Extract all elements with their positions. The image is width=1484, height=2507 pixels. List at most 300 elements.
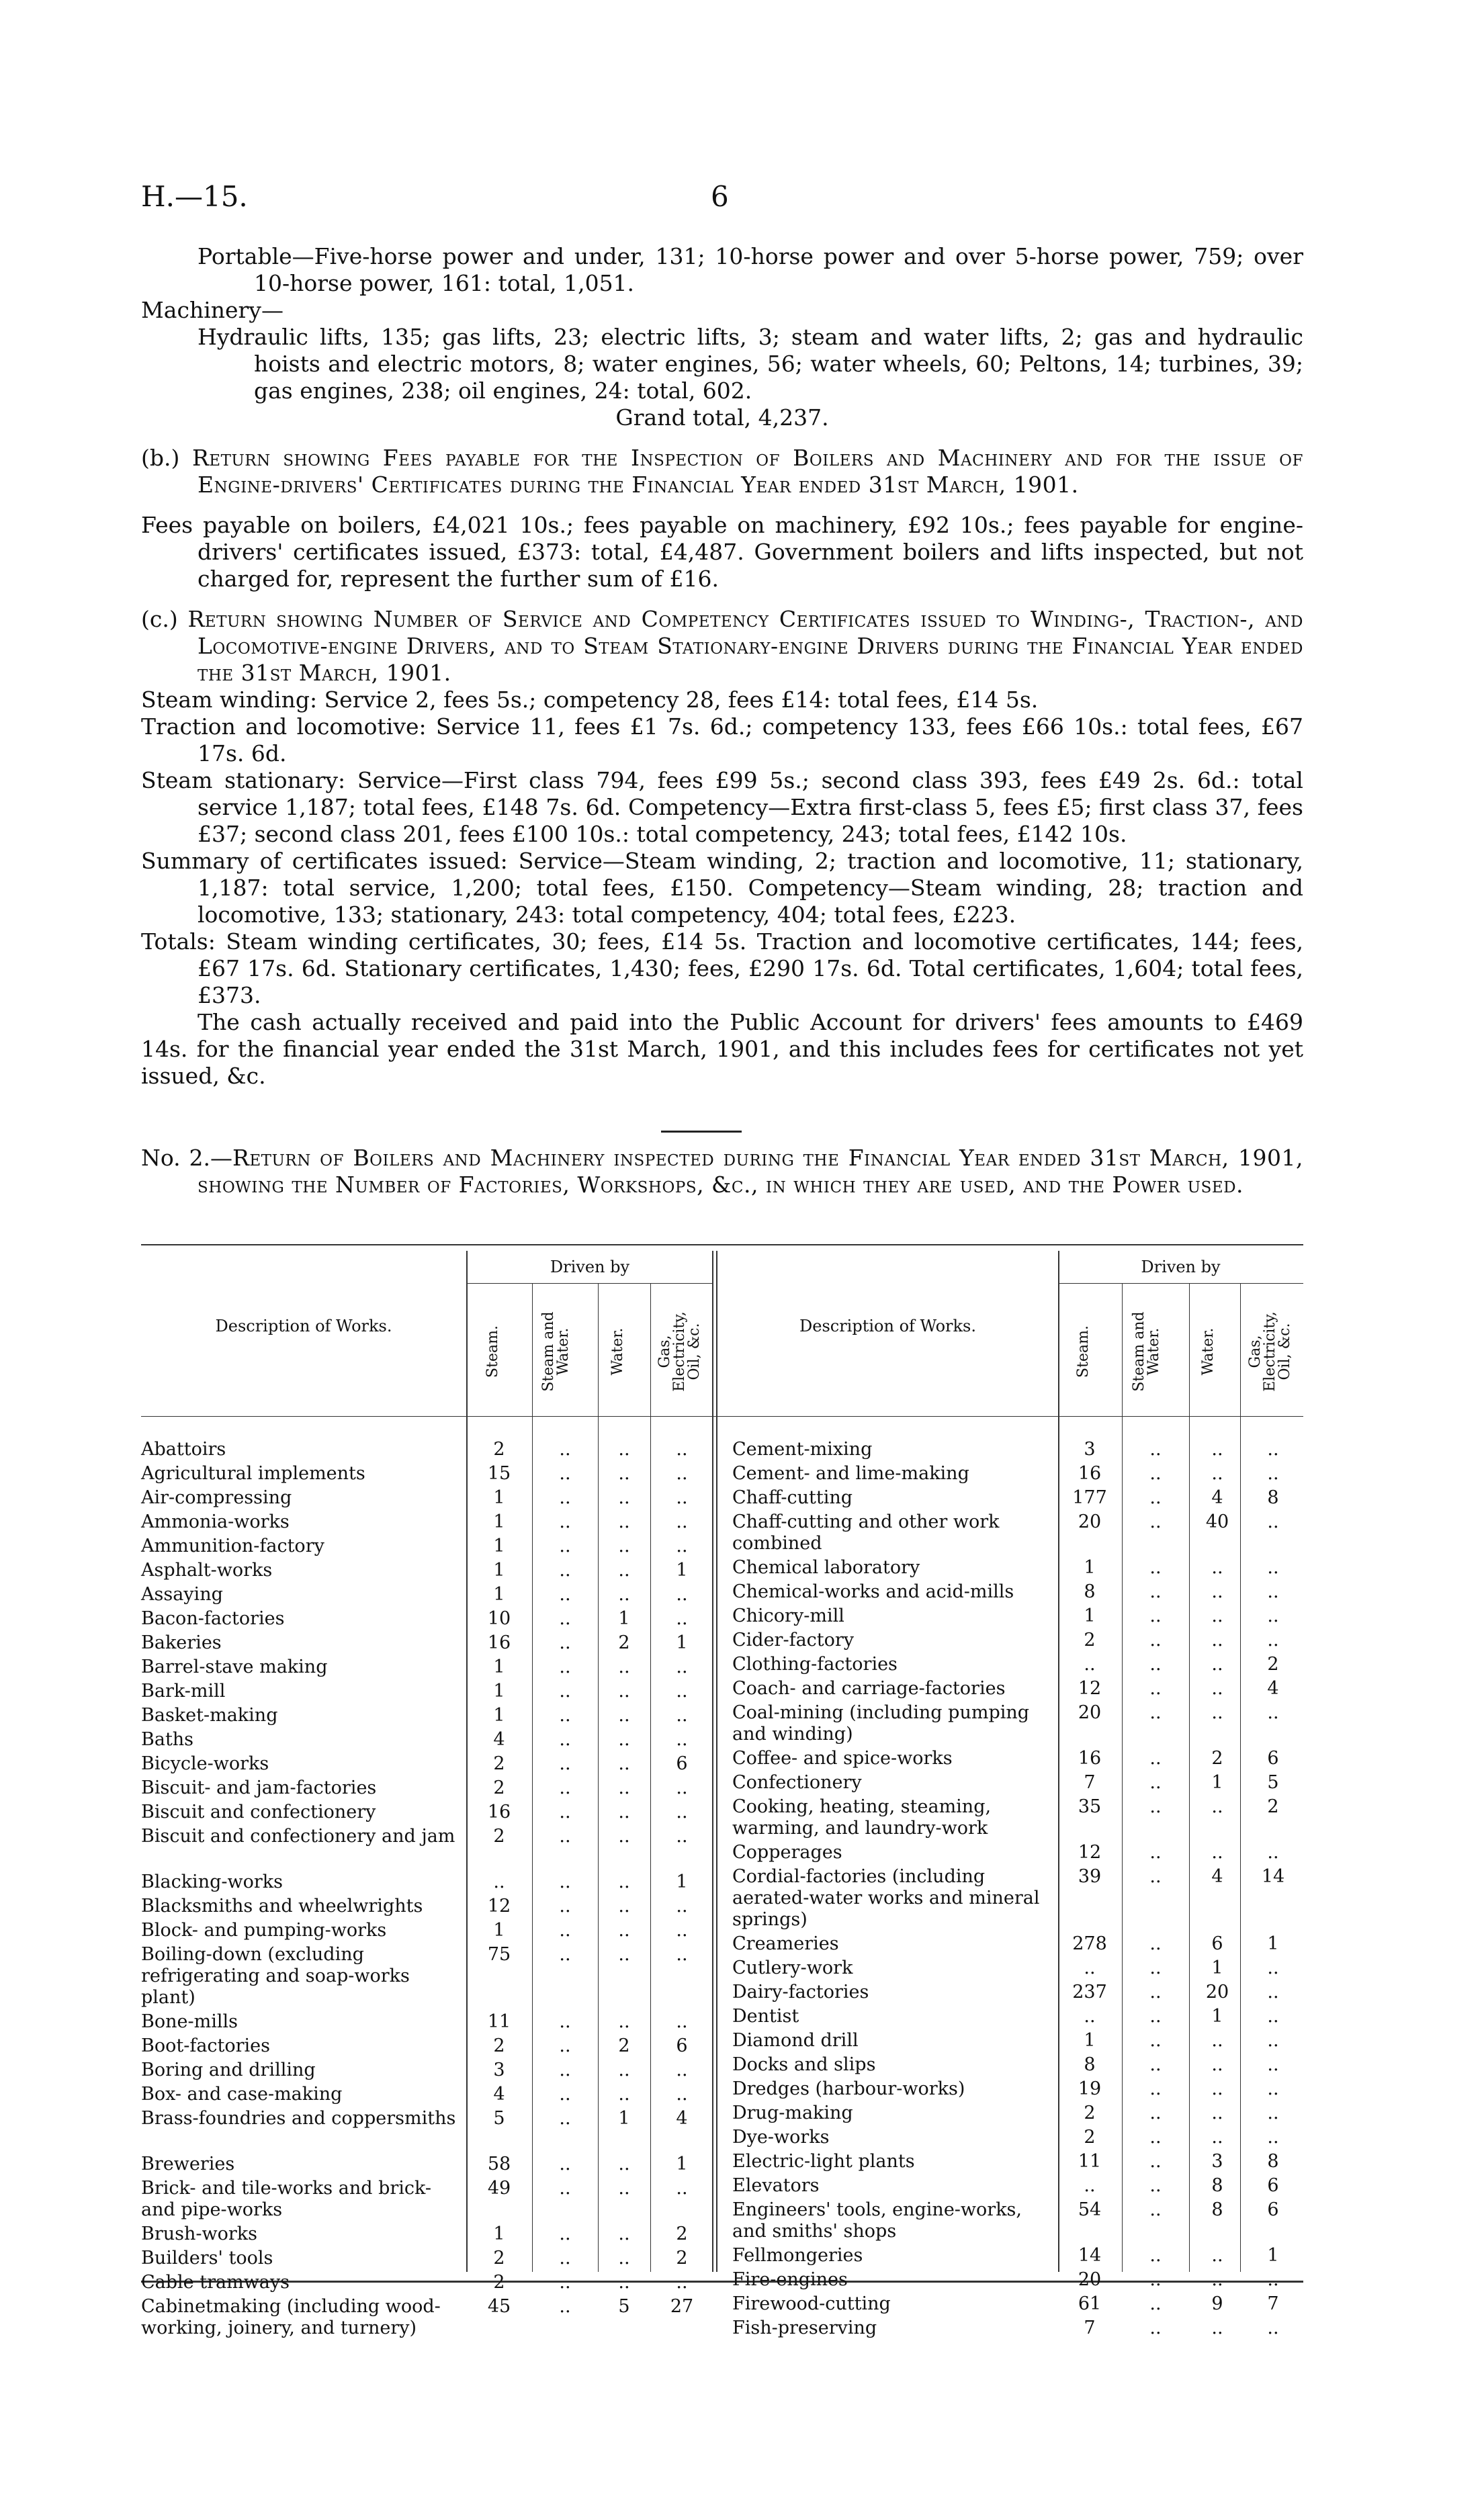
table-row [141,2035,713,2057]
table-row [141,2154,713,2175]
row-value: .. [1267,2318,1279,2338]
row-description: Dentist [732,2006,799,2027]
row-value: 12 [1078,1678,1102,1699]
row-value: 8 [1211,2199,1223,2220]
table-row [141,1681,713,1702]
table-row [732,1606,1303,1627]
row-description: Bakeries [141,1632,222,1653]
row-value: .. [676,1608,688,1629]
row-value: .. [1267,1702,1279,1723]
table-row [141,1657,713,1678]
right-col-steam-water: Steam and Water. [1131,1311,1162,1392]
row-value: 10 [487,1608,511,1629]
row-description: Docks and slips [732,2054,876,2075]
row-description: Cement-mixing [732,1439,873,1460]
row-description: Chaff-cutting and other work combined [732,1511,1000,1554]
row-value: .. [618,1729,630,1750]
row-value: 11 [487,2011,511,2032]
row-description: Dairy-factories [732,1982,869,2003]
row-value: .. [676,1439,688,1460]
table-row [732,2054,1303,2076]
table-row [141,1729,713,1751]
row-description: Fish-preserving [732,2318,877,2338]
row-value: 1 [676,1632,688,1653]
grand-total: Grand total, 4,237. [615,404,829,431]
works-table [141,1244,1303,2338]
row-value: 177 [1072,1487,1107,1508]
table-row [732,2293,1303,2315]
row-value: .. [618,1536,630,1556]
table-row [141,1511,713,1533]
row-value: .. [1149,2151,1162,2172]
row-value: 54 [1078,2199,1102,2220]
table-row [141,2084,713,2105]
right-desc-header: Description of Works. [799,1317,976,1335]
row-value: .. [1149,2127,1162,2148]
row-value: 5 [493,2108,505,2129]
row-value: 2 [1267,1796,1279,1817]
section-b-return: Return [191,445,271,471]
row-description: Basket-making [141,1705,278,1726]
row-description: Creameries [732,1933,839,1954]
section-divider [661,1131,742,1133]
row-value: .. [676,1511,688,1532]
row-value: 11 [1078,2151,1102,2172]
row-value: .. [1149,2199,1162,2220]
row-value: .. [618,1777,630,1798]
row-value: 1 [493,1657,505,1677]
row-description: Elevators [732,2175,820,2196]
row-value: .. [1267,1581,1279,1602]
table-row [732,1439,1303,1460]
page-number: 6 [711,180,729,213]
row-description: Cordial-factories (including aerated-water works and mineral springs) [732,1866,1040,1930]
row-value: .. [618,1584,630,1605]
row-value: .. [676,1487,688,1508]
row-value: 8 [1267,2151,1279,2172]
summary-line: Summary of certificates issued: Service—Steam winding, 2; traction and locomotive, 11; stationary, 1,187: total service, 1,200; total fees, £150. Competency—Steam winding, 28; traction and locomotive, 133; stationary, 243: total competency, 404; total fees, £223. [141,848,1303,928]
table-row [141,2011,713,2033]
row-description: Barrel-stave making [141,1657,328,1677]
row-value: .. [559,1608,571,1629]
right-col-gas: Gas, Electricity, Oil, &c. [1247,1311,1293,1392]
row-value: .. [676,1826,688,1847]
row-description: Clothing-factories [732,1654,898,1675]
no2-label: No. 2.— [141,1145,233,1171]
row-description: Firewood-cutting [732,2293,891,2314]
row-value: 2 [493,1753,505,1774]
row-value: .. [1149,2103,1162,2123]
row-description: Cooking, heating, steaming, warming, and laundry-work [732,1796,992,1839]
row-value: 2 [676,2248,688,2269]
row-value: .. [618,2224,630,2244]
row-value: .. [559,1896,571,1917]
row-value: .. [559,1777,571,1798]
row-value: 7 [1084,2318,1096,2338]
row-value: .. [676,1896,688,1917]
portable-line: Portable—Five-horse power and under, 131; 10-horse power and over 5-horse power, 759; over 10-horse power, 161: total, 1,051. [198,243,1303,296]
row-description: Coal-mining (including pumping and winding) [732,1702,1030,1745]
row-description: Air-compressing [141,1487,292,1508]
table-row [141,1802,713,1823]
row-value: .. [1149,1463,1162,1484]
table-row [141,1872,713,1893]
row-value: .. [559,1826,571,1847]
row-value: .. [676,1584,688,1605]
row-value: 40 [1205,1511,1229,1532]
row-value: .. [1149,1772,1162,1793]
row-value: .. [1211,2054,1223,2075]
table-row [732,2269,1303,2291]
row-value: .. [676,2084,688,2105]
row-value: 7 [1267,2293,1279,2314]
row-description: Breweries [141,2154,235,2174]
row-value: .. [559,1463,571,1484]
row-value: 1 [1211,2006,1223,2027]
row-value: 5 [618,2296,630,2317]
row-value: .. [1149,2318,1162,2338]
row-value: .. [1211,1463,1223,1484]
row-value: .. [618,1439,630,1460]
row-value: .. [559,1681,571,1702]
row-value: .. [1211,2030,1223,2051]
row-value: .. [1211,2078,1223,2099]
row-value: .. [1267,1982,1279,2003]
row-value: 8 [1267,1487,1279,1508]
row-description: Chaff-cutting [732,1487,853,1508]
row-description: Cider-factory [732,1630,855,1651]
row-description: Boot-factories [141,2035,271,2056]
row-value: .. [1211,1654,1223,1675]
row-value: .. [618,1753,630,1774]
row-value: .. [559,2224,571,2244]
row-description: Cabinetmaking (including wood-working, joinery, and turnery) [141,2296,441,2338]
table-row [141,1584,713,1606]
row-value: .. [1149,1487,1162,1508]
row-value: .. [676,1463,688,1484]
section-b-fees: Fees payable on boilers, £4,021 10s.; fees payable on machinery, £92 10s.; fees payable for engine-drivers' certificates issued, £373: total, £4,487. Government boilers and lifts inspected, but not charged for, represent the further sum of £16. [141,512,1303,592]
table-row [732,2245,1303,2267]
totals-line: Totals: Steam winding certificates, 30; fees, £14 5s. Traction and locomotive certificates, 144; fees, £67 17s. 6d. Stationary certificates, 1,430; fees, £290 17s. 6d. Total certificates, 1,604; total fees, £373. [141,928,1303,1008]
row-description: Diamond drill [732,2030,859,2051]
table-row [732,2151,1303,2172]
table-row [141,1705,713,1726]
row-value: 35 [1078,1796,1102,1817]
row-value: 6 [1267,2199,1279,2220]
row-value: .. [618,1896,630,1917]
table-row [732,1581,1303,1603]
row-value: .. [559,1439,571,1460]
row-value: 2 [493,1777,505,1798]
table-row [141,1920,713,1941]
row-value: .. [1267,2054,1279,2075]
row-value: .. [1211,1678,1223,1699]
row-value: .. [1211,1630,1223,1651]
row-value: 20 [1078,1702,1102,1723]
row-value: .. [1084,2006,1096,2027]
row-value: .. [1267,2078,1279,2099]
table-row [732,1654,1303,1675]
row-value: .. [618,2060,630,2080]
row-value: .. [1211,1557,1223,1578]
row-value: .. [1149,1557,1162,1578]
row-value: 8 [1084,2054,1096,2075]
table-row [732,1982,1303,2003]
table-row [141,1896,713,1917]
row-value: .. [676,2011,688,2032]
left-col-water: Water. [609,1327,626,1376]
row-value: 1 [676,1560,688,1581]
row-description: Blacksmiths and wheelwrights [141,1896,423,1917]
row-value: 20 [1205,1982,1229,2003]
row-value: .. [1149,1958,1162,1978]
row-value: 1 [1084,2030,1096,2051]
row-value: 2 [493,1826,505,1847]
row-description: Cement- and lime-making [732,1463,969,1484]
row-value: 6 [676,1753,688,1774]
row-value: 4 [493,1729,505,1750]
row-value: .. [1267,1439,1279,1460]
row-value: .. [618,1872,630,1892]
row-value: 16 [487,1632,511,1653]
row-value: 2 [1267,1654,1279,1675]
table-row [141,2224,713,2245]
row-description: Copperages [732,1842,842,1863]
row-description: Dredges (harbour-works) [732,2078,965,2099]
row-value: 2 [1084,2127,1096,2148]
row-value: .. [1267,1463,1279,1484]
row-description: Biscuit and confectionery [141,1802,376,1822]
table-row [732,1630,1303,1651]
row-description: Drug-making [732,2103,853,2123]
row-value: 27 [670,2296,694,2317]
document-reference: H.—15. [141,180,248,213]
table-row [732,1511,1303,1554]
row-value: .. [1149,2245,1162,2266]
row-value: .. [676,1777,688,1798]
row-value: .. [676,2272,688,2293]
row-value: .. [1149,1866,1162,1887]
row-description: Block- and pumping-works [141,1920,387,1941]
row-description: Dye-works [732,2127,830,2148]
row-value: .. [1084,2175,1096,2196]
row-value: 4 [1211,1866,1223,1887]
left-col-gas: Gas, Electricity, Oil, &c. [656,1311,703,1392]
row-value: 16 [487,1802,511,1822]
right-col-water: Water. [1200,1327,1217,1376]
row-value: .. [1211,1702,1223,1723]
row-value: 3 [493,2060,505,2080]
row-value: .. [559,2272,571,2293]
row-value: .. [1267,2127,1279,2148]
table-row [141,1487,713,1509]
row-value: 61 [1078,2293,1102,2314]
row-value: 278 [1072,1933,1107,1954]
row-value: .. [1149,1581,1162,1602]
row-description: Biscuit and confectionery and jam [141,1826,455,1847]
row-value: .. [559,1632,571,1653]
table-row [732,1796,1303,1839]
left-col-steam: Steam. [484,1325,501,1378]
row-description: Electric-light plants [732,2151,915,2172]
row-description: Box- and case-making [141,2084,343,2105]
row-description: Engineers' tools, engine-works, and smiths' shops [732,2199,1022,2242]
row-value: 45 [487,2296,511,2317]
row-value: 12 [487,1896,511,1917]
table-row [141,2178,713,2221]
row-value: .. [1149,1678,1162,1699]
row-value: .. [1267,1842,1279,1863]
row-value: .. [1211,1606,1223,1626]
row-description: Ammunition-factory [141,1536,324,1556]
row-value: .. [618,1487,630,1508]
table-row [732,2127,1303,2148]
row-value: .. [1267,1511,1279,1532]
row-description: Cutlery-work [732,1958,853,1978]
row-value: .. [559,2178,571,2199]
section-b-title: showing Fees payable for the Inspection of Boilers and Machinery and for the issue of Engine-drivers' Certificates during the Financial Year ended 31st March, 1901. [198,445,1303,498]
row-value: 1 [676,2154,688,2174]
table-row [141,1753,713,1775]
row-description: Coffee- and spice-works [732,1748,953,1769]
table-row [141,1439,713,1460]
row-value: .. [1149,1630,1162,1651]
row-description: Brush-works [141,2224,257,2244]
row-value: .. [559,2035,571,2056]
row-value: 3 [1211,2151,1223,2172]
row-value: 4 [1211,1487,1223,1508]
row-value: .. [1267,1630,1279,1651]
row-value: 2 [493,2272,505,2293]
row-value: 2 [676,2224,688,2244]
row-value: 2 [618,2035,630,2056]
traction-line: Traction and locomotive: Service 11, fees £1 7s. 6d.; competency 133, fees £66 10s.: total fees, £67 17s. 6d. [141,713,1303,766]
table-row [141,2248,713,2269]
left-driven-by: Driven by [550,1258,630,1276]
row-value: .. [1267,1606,1279,1626]
row-value: 1 [493,1511,505,1532]
row-value: 4 [1267,1678,1279,1699]
row-value: 1 [493,1920,505,1941]
row-value: 1 [493,1487,505,1508]
row-description: Boring and drilling [141,2060,316,2080]
row-description: Abattoirs [141,1439,226,1460]
row-value: .. [1211,1842,1223,1863]
table-row [141,1777,713,1799]
row-value: 3 [1084,1439,1096,1460]
row-value: .. [559,1705,571,1726]
row-value: .. [559,1487,571,1508]
row-value: .. [559,1920,571,1941]
row-value: .. [1084,1958,1096,1978]
row-value: .. [1149,1982,1162,2003]
row-value: 1 [1267,2245,1279,2266]
row-value: .. [559,2108,571,2129]
row-description: Bacon-factories [141,1608,285,1629]
row-value: .. [618,2084,630,2105]
row-value: .. [1149,1654,1162,1675]
row-value: .. [1267,2030,1279,2051]
row-value: .. [676,1944,688,1965]
row-value: .. [559,2154,571,2174]
table-row [732,1678,1303,1700]
cash-line: The cash actually received and paid into the Public Account for drivers' fees amounts to £469 14s. for the financial year ended the 31st March, 1901, and this includes fees for certificates not yet issued, &c. [141,1009,1303,1089]
row-value: .. [676,1536,688,1556]
table-row [732,1463,1303,1485]
row-value: 6 [1267,1748,1279,1769]
table-row [732,2103,1303,2124]
table-row [141,2060,713,2081]
vrule [716,1251,717,2272]
row-value: .. [559,2011,571,2032]
row-value: 20 [1078,2269,1102,2290]
row-description: Brick- and tile-works and brick- and pipe-works [141,2178,432,2220]
row-value: 2 [618,1632,630,1653]
row-value: 2 [493,2248,505,2269]
left-table-body [141,1439,713,2338]
row-value: .. [676,2060,688,2080]
row-description: Boiling-down (excluding refrigerating and soap-works plant) [141,1944,410,2008]
row-value: 58 [487,2154,511,2174]
row-description: Fellmongeries [732,2245,863,2266]
row-description: Chemical laboratory [732,1557,920,1578]
left-driven-by-rule [466,1283,713,1284]
table-row [732,1958,1303,1979]
row-description: Fire-engines [732,2269,848,2290]
row-value: .. [676,1729,688,1750]
row-value: .. [1267,2006,1279,2027]
row-value: 1 [1267,1933,1279,1954]
row-value: .. [676,2178,688,2199]
table-row [141,1560,713,1581]
stationary-line: Steam stationary: Service—First class 794, fees £99 5s.; second class 393, fees £49 2s. 6d.: total service 1,187; total fees, £148 7s. 6d. Competency—Extra first-class 5, fees £5; first class 37, fees £37; second class 201, fees £100 10s.: total competency, 243; total fees, £142 10s. [141,767,1303,847]
row-value: 2 [1211,1748,1223,1769]
row-value: .. [618,1826,630,1847]
table-row [732,1842,1303,1863]
row-value: .. [618,1463,630,1484]
row-value: 237 [1072,1982,1107,2003]
row-description: Chicory-mill [732,1606,844,1626]
row-value: 1 [1084,1606,1096,1626]
row-description: Blacking-works [141,1872,283,1892]
row-value: 8 [1084,1581,1096,1602]
table-row [732,1487,1303,1509]
left-desc-header: Description of Works. [215,1317,392,1335]
row-value: 1 [618,2108,630,2129]
row-value: 2 [1084,2103,1096,2123]
row-value: .. [1149,2006,1162,2027]
row-description: Bicycle-works [141,1753,269,1774]
right-driven-by: Driven by [1141,1258,1221,1276]
row-value: 8 [1211,2175,1223,2196]
row-value: .. [676,1920,688,1941]
row-value: .. [676,1705,688,1726]
row-value: 39 [1078,1866,1102,1887]
row-value: 1 [493,1560,505,1581]
table-row [732,1866,1303,1931]
row-value: .. [1267,2269,1279,2290]
table-row [732,1702,1303,1745]
left-col-steam-water: Steam and Water. [540,1311,572,1392]
row-value: 1 [493,1536,505,1556]
row-value: .. [1149,1702,1162,1723]
row-value: .. [676,1802,688,1822]
machinery-line: Hydraulic lifts, 135; gas lifts, 23; electric lifts, 3; steam and water lifts, 2; gas and hydraulic hoists and electric motors, 8; water engines, 56; water wheels, 60; Peltons, 14; turbines, 39; gas engines, 238; oil engines, 24: total, 602. [198,324,1303,404]
row-value: .. [618,1705,630,1726]
row-value: .. [1211,2103,1223,2123]
machinery-heading: Machinery— [141,297,283,323]
row-value: .. [618,2272,630,2293]
